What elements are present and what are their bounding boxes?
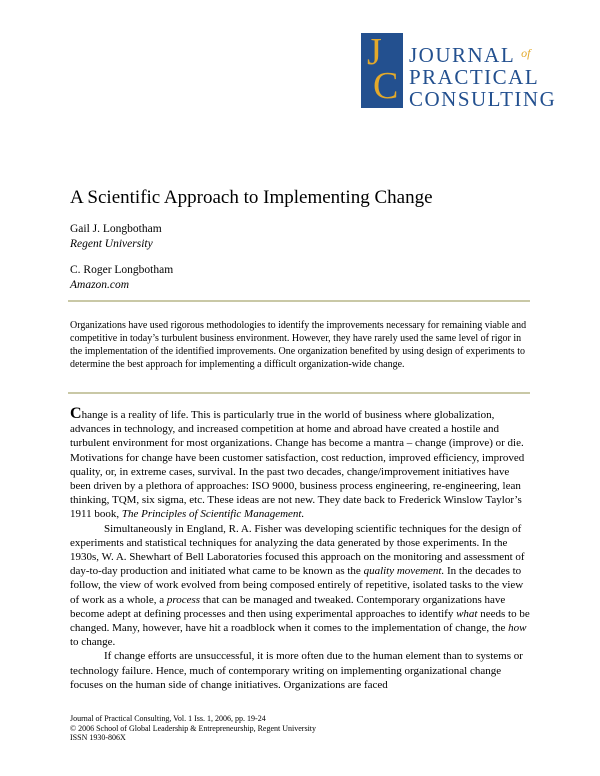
book-title: The Principles of Scientific Management. xyxy=(121,508,305,521)
body-text xyxy=(70,407,532,692)
author-affiliation: Amazon.com xyxy=(70,279,130,291)
author-affiliation: Regent University xyxy=(70,238,153,250)
logo-line-of: of xyxy=(521,46,531,60)
logo-line-consulting: CONSULTING xyxy=(409,87,557,111)
abstract: Organizations have used rigorous methodologies to identify the improvements necessary for remaining viable and competitive in today’s turbulent business environment. However, they have rarely used the same level of rigor in the implementation of the identified improvements. One organization benefited by using design of experiments to determine the best approach for implementing a difficult organization-wide change. xyxy=(70,320,527,370)
paper-title: A Scientific Approach to Implementing Change xyxy=(70,187,433,208)
footer-copyright: © 2006 School of Global Leadership & Entrepreneurship, Regent University xyxy=(70,723,317,733)
paragraph-3: If change efforts are unsuccessful, it is more often due to the human element than to systems or technology failure. Hence, much of contemporary writing on implementing organizational change focuses on the human side of change initiatives. Organizations are faced xyxy=(70,650,523,691)
drop-cap: C xyxy=(70,405,82,422)
paragraph-2: Simultaneously in England, R. A. Fisher was developing scientific techniques for the design of experiments and statistical techniques for analyzing the data generated by those experiments. In the 1930s, W. A. Shewhart of Bell Laboratories focused this approach on the monitoring and assessment of day-to-day production and initiated what came to be known as the quality movement. In the decades to follow, the view of work evolved from being composed entirely of repetitive, isolated tasks to the view of work as a whole, a process that can be managed and tweaked. Contemporary organizations have become adept at defining processes and then using experimental approaches to identify what needs to be changed. Many, however, have hit a roadblock when it comes to the implementation of change, the how to change. xyxy=(70,522,530,649)
logo-initial-j: J xyxy=(367,31,382,73)
footer-citation: Journal of Practical Consulting, Vol. 1 Iss. 1, 2006, pp. 19-24 xyxy=(70,714,266,723)
author-name: C. Roger Longbotham xyxy=(70,264,174,276)
jpc-logo-mark xyxy=(361,33,403,108)
logo-line-practical: PRACTICAL xyxy=(409,65,540,89)
page-footer xyxy=(70,714,316,743)
author-2 xyxy=(70,263,173,293)
footer-issn: ISSN 1930-806X xyxy=(70,733,126,742)
logo-line-journal: JOURNAL xyxy=(409,43,515,67)
divider-bottom xyxy=(68,392,530,394)
author-name: Gail J. Longbotham xyxy=(70,223,162,235)
divider-top xyxy=(68,300,530,302)
author-1 xyxy=(70,222,162,252)
logo-initial-c: C xyxy=(373,65,399,107)
logo-wordmark xyxy=(409,42,556,110)
paragraph-1: Change is a reality of life. This is particularly true in the world of business where globalization, advances in technology, and increased competition at home and abroad have created a hostile and turbulent environment for most organizations. Change has become a mantra – change (improve) or die. Motivations for change have been customer satisfaction, cost reduction, improved efficiency, improved quality, or, in extreme cases, survival. In the past two decades, change/improvement initiatives have been driven by a plethora of approaches: ISO 9000, business process engineering, re-engineering, lean thinking, TQM, six sigma, etc. These ideas are not new. They date back to Frederick Winslow Taylor’s 1911 book, The Principles of Scientific Management. xyxy=(70,405,525,521)
